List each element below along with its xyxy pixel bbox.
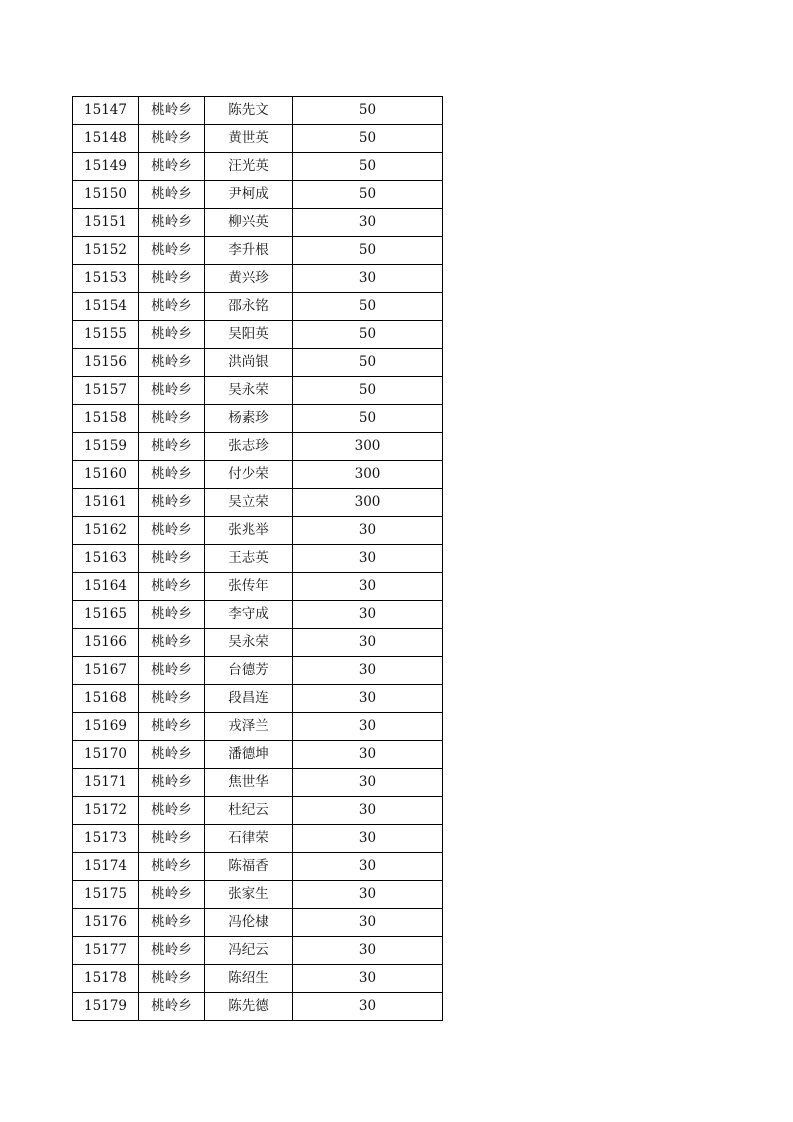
amount-cell: 30	[293, 545, 443, 573]
name-cell: 吴阳英	[205, 321, 293, 349]
id-cell: 15171	[73, 769, 139, 797]
table-row	[73, 237, 443, 265]
town-cell: 桃岭乡	[139, 657, 205, 685]
id-cell: 15176	[73, 909, 139, 937]
town-cell: 桃岭乡	[139, 181, 205, 209]
name-cell: 段昌连	[205, 685, 293, 713]
name-cell: 黄兴珍	[205, 265, 293, 293]
table-row	[73, 489, 443, 517]
town-cell: 桃岭乡	[139, 685, 205, 713]
table-row	[73, 153, 443, 181]
town-cell: 桃岭乡	[139, 937, 205, 965]
id-cell: 15174	[73, 853, 139, 881]
amount-cell: 30	[293, 713, 443, 741]
town-cell: 桃岭乡	[139, 825, 205, 853]
id-cell: 15167	[73, 657, 139, 685]
table-row	[73, 349, 443, 377]
id-cell: 15162	[73, 517, 139, 545]
id-cell: 15161	[73, 489, 139, 517]
amount-cell: 30	[293, 517, 443, 545]
name-cell: 吴立荣	[205, 489, 293, 517]
amount-cell: 50	[293, 405, 443, 433]
town-cell: 桃岭乡	[139, 629, 205, 657]
town-cell: 桃岭乡	[139, 125, 205, 153]
table-row	[73, 265, 443, 293]
town-cell: 桃岭乡	[139, 965, 205, 993]
table-row	[73, 181, 443, 209]
name-cell: 陈福香	[205, 853, 293, 881]
amount-cell: 300	[293, 489, 443, 517]
town-cell: 桃岭乡	[139, 237, 205, 265]
id-cell: 15155	[73, 321, 139, 349]
id-cell: 15152	[73, 237, 139, 265]
name-cell: 潘德坤	[205, 741, 293, 769]
amount-cell: 30	[293, 685, 443, 713]
table-row	[73, 545, 443, 573]
town-cell: 桃岭乡	[139, 97, 205, 125]
id-cell: 15154	[73, 293, 139, 321]
town-cell: 桃岭乡	[139, 769, 205, 797]
id-cell: 15170	[73, 741, 139, 769]
table-row	[73, 293, 443, 321]
name-cell: 汪光英	[205, 153, 293, 181]
town-cell: 桃岭乡	[139, 993, 205, 1021]
amount-cell: 30	[293, 265, 443, 293]
id-cell: 15179	[73, 993, 139, 1021]
table-body	[73, 97, 443, 1021]
amount-cell: 30	[293, 937, 443, 965]
id-cell: 15165	[73, 601, 139, 629]
name-cell: 邵永铭	[205, 293, 293, 321]
name-cell: 张家生	[205, 881, 293, 909]
name-cell: 陈先文	[205, 97, 293, 125]
id-cell: 15163	[73, 545, 139, 573]
table-row	[73, 321, 443, 349]
name-cell: 陈先德	[205, 993, 293, 1021]
data-table	[72, 96, 443, 1021]
town-cell: 桃岭乡	[139, 517, 205, 545]
name-cell: 戎泽兰	[205, 713, 293, 741]
amount-cell: 50	[293, 321, 443, 349]
amount-cell: 30	[293, 209, 443, 237]
amount-cell: 50	[293, 293, 443, 321]
id-cell: 15156	[73, 349, 139, 377]
amount-cell: 30	[293, 769, 443, 797]
amount-cell: 50	[293, 125, 443, 153]
town-cell: 桃岭乡	[139, 265, 205, 293]
id-cell: 15164	[73, 573, 139, 601]
table-row	[73, 909, 443, 937]
id-cell: 15169	[73, 713, 139, 741]
table-row	[73, 125, 443, 153]
table-row	[73, 685, 443, 713]
amount-cell: 30	[293, 993, 443, 1021]
table-row	[73, 573, 443, 601]
name-cell: 李守成	[205, 601, 293, 629]
table-row	[73, 881, 443, 909]
town-cell: 桃岭乡	[139, 573, 205, 601]
name-cell: 王志英	[205, 545, 293, 573]
table-row	[73, 825, 443, 853]
id-cell: 15150	[73, 181, 139, 209]
table-row	[73, 601, 443, 629]
town-cell: 桃岭乡	[139, 909, 205, 937]
amount-cell: 300	[293, 461, 443, 489]
name-cell: 张志珍	[205, 433, 293, 461]
amount-cell: 30	[293, 741, 443, 769]
id-cell: 15166	[73, 629, 139, 657]
table-row	[73, 993, 443, 1021]
amount-cell: 50	[293, 349, 443, 377]
table-row	[73, 97, 443, 125]
name-cell: 杨素珍	[205, 405, 293, 433]
id-cell: 15151	[73, 209, 139, 237]
amount-cell: 30	[293, 909, 443, 937]
id-cell: 15147	[73, 97, 139, 125]
table-row	[73, 965, 443, 993]
id-cell: 15175	[73, 881, 139, 909]
name-cell: 柳兴英	[205, 209, 293, 237]
town-cell: 桃岭乡	[139, 377, 205, 405]
table-row	[73, 377, 443, 405]
id-cell: 15148	[73, 125, 139, 153]
town-cell: 桃岭乡	[139, 461, 205, 489]
name-cell: 李升根	[205, 237, 293, 265]
name-cell: 冯纪云	[205, 937, 293, 965]
name-cell: 洪尚银	[205, 349, 293, 377]
table-row	[73, 461, 443, 489]
name-cell: 石律荣	[205, 825, 293, 853]
table-row	[73, 797, 443, 825]
town-cell: 桃岭乡	[139, 881, 205, 909]
town-cell: 桃岭乡	[139, 713, 205, 741]
table-row	[73, 741, 443, 769]
town-cell: 桃岭乡	[139, 321, 205, 349]
town-cell: 桃岭乡	[139, 489, 205, 517]
town-cell: 桃岭乡	[139, 601, 205, 629]
name-cell: 张传年	[205, 573, 293, 601]
amount-cell: 50	[293, 97, 443, 125]
town-cell: 桃岭乡	[139, 349, 205, 377]
town-cell: 桃岭乡	[139, 405, 205, 433]
name-cell: 焦世华	[205, 769, 293, 797]
amount-cell: 30	[293, 825, 443, 853]
name-cell: 陈绍生	[205, 965, 293, 993]
amount-cell: 30	[293, 965, 443, 993]
town-cell: 桃岭乡	[139, 741, 205, 769]
table-row	[73, 629, 443, 657]
id-cell: 15153	[73, 265, 139, 293]
town-cell: 桃岭乡	[139, 153, 205, 181]
table-row	[73, 769, 443, 797]
table-row	[73, 657, 443, 685]
name-cell: 杜纪云	[205, 797, 293, 825]
id-cell: 15178	[73, 965, 139, 993]
name-cell: 尹柯成	[205, 181, 293, 209]
id-cell: 15173	[73, 825, 139, 853]
name-cell: 黄世英	[205, 125, 293, 153]
name-cell: 吴永荣	[205, 377, 293, 405]
amount-cell: 30	[293, 881, 443, 909]
name-cell: 张兆举	[205, 517, 293, 545]
amount-cell: 30	[293, 797, 443, 825]
id-cell: 15157	[73, 377, 139, 405]
table-row	[73, 713, 443, 741]
table-row	[73, 405, 443, 433]
town-cell: 桃岭乡	[139, 545, 205, 573]
name-cell: 台德芳	[205, 657, 293, 685]
amount-cell: 30	[293, 573, 443, 601]
name-cell: 吴永荣	[205, 629, 293, 657]
town-cell: 桃岭乡	[139, 853, 205, 881]
amount-cell: 50	[293, 153, 443, 181]
table-row	[73, 937, 443, 965]
id-cell: 15168	[73, 685, 139, 713]
id-cell: 15160	[73, 461, 139, 489]
amount-cell: 50	[293, 181, 443, 209]
amount-cell: 30	[293, 657, 443, 685]
id-cell: 15177	[73, 937, 139, 965]
town-cell: 桃岭乡	[139, 797, 205, 825]
amount-cell: 50	[293, 237, 443, 265]
name-cell: 付少荣	[205, 461, 293, 489]
id-cell: 15172	[73, 797, 139, 825]
id-cell: 15158	[73, 405, 139, 433]
amount-cell: 300	[293, 433, 443, 461]
id-cell: 15149	[73, 153, 139, 181]
amount-cell: 30	[293, 629, 443, 657]
town-cell: 桃岭乡	[139, 209, 205, 237]
town-cell: 桃岭乡	[139, 433, 205, 461]
amount-cell: 30	[293, 853, 443, 881]
id-cell: 15159	[73, 433, 139, 461]
name-cell: 冯伦棣	[205, 909, 293, 937]
table-row	[73, 853, 443, 881]
amount-cell: 50	[293, 377, 443, 405]
table-row	[73, 517, 443, 545]
town-cell: 桃岭乡	[139, 293, 205, 321]
table-row	[73, 433, 443, 461]
table-row	[73, 209, 443, 237]
amount-cell: 30	[293, 601, 443, 629]
